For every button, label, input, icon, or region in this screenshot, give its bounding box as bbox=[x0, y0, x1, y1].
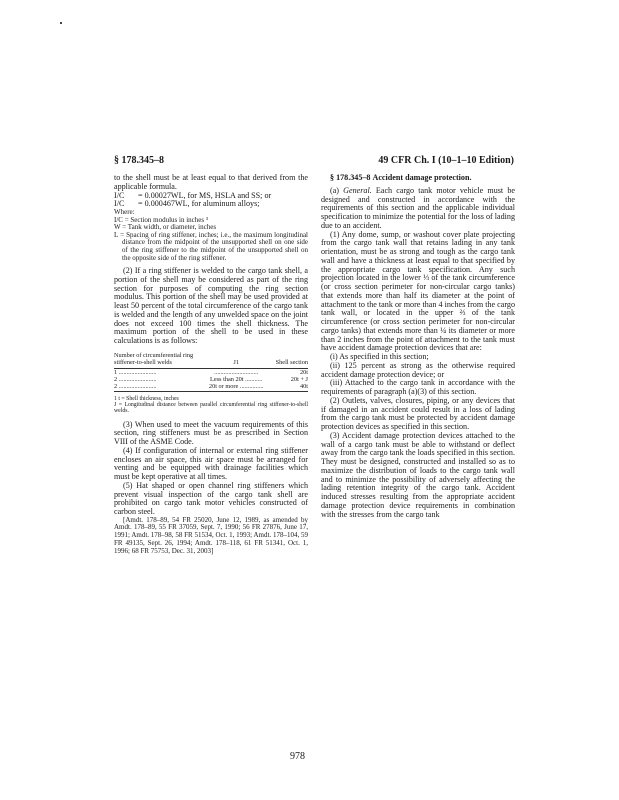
shell-section-table bbox=[114, 352, 308, 392]
definition-ic: I/C = Section modulus in inches ³ bbox=[114, 215, 208, 224]
table-cell: 2 ........................ bbox=[114, 383, 203, 392]
section-heading bbox=[321, 174, 515, 183]
formula-2-rhs: = 0.000467WL, for aluminum alloys; bbox=[138, 199, 260, 209]
scan-speck bbox=[60, 22, 62, 24]
table-cell: 40t bbox=[269, 383, 308, 392]
paragraph-a-heading: General. bbox=[343, 185, 372, 195]
formula-1-rhs: = 0.00027WL, for MS, HSLA and SS; or bbox=[138, 190, 272, 200]
page-number: 978 bbox=[290, 751, 305, 762]
table-cell: 2 ........................ bbox=[114, 375, 157, 383]
paragraph-a2: (2) Outlets, valves, closures, piping, or any devices that if damaged in an accident could result in a loss of lading from the cargo tank must be protected by accident damage protection devices as specified in this section. bbox=[321, 395, 515, 431]
table-row bbox=[114, 376, 308, 383]
header-section-number: § 178.345–8 bbox=[114, 155, 164, 166]
formula-2 bbox=[114, 200, 308, 209]
section-title: Accident damage protection. bbox=[372, 173, 472, 182]
table-cell: ............................ bbox=[214, 368, 259, 376]
amendment-citation: [Amdt. 178–89, 54 FR 25020, June 12, 1989, as amended by Amdt. 178–89, 55 FR 37059, Sept. 7, 1990; 56 FR 27876, June 17, 1991; Amdt. 178–98, 58 FR 51534, Oct. 1, 1993; Amdt. 178–104, 59 FR 49135, Sept. 26, 1994; Amdt. 178–118, 61 FR 51341, Oct. 1, 1996; 68 FR 75753, Dec. 31, 2003] bbox=[114, 515, 308, 555]
intro-text: to the shell must be at least equal to that derived from the applicable formula. bbox=[114, 173, 308, 191]
left-column bbox=[114, 174, 308, 555]
paragraph-3: (3) When used to meet the vacuum requirements of this section, ring stiffeners must be as prescribed in Section VIII of the ASME Code. bbox=[114, 419, 308, 447]
item-i: (i) As specified in this section; bbox=[330, 352, 429, 361]
paragraph-a3: (3) Accident damage protection devices attached to the wall of a cargo tank must be able to withstand or deflect away from the cargo tank the loads specified in this section. They must be designed, constructed and installed so as to maximize the distribution of loads to the cargo tank wall and to minimize the possibility of adversely affecting the lading retention integrity of the cargo tank. Accident induced stresses resulting from the appropriate accident damage protection device requirements in combination with the stresses from the cargo tank bbox=[321, 430, 515, 519]
table-header-shell-section: Shell section bbox=[269, 352, 308, 369]
paragraph-a bbox=[321, 187, 515, 231]
paragraph-a-text: Each cargo tank motor vehicle must be designed and constructed in accordance with the requirements of this section and the applicable individual specification to minimize the potential for the loss of lading due to an accident. bbox=[321, 185, 515, 230]
table-cell: 20t + J bbox=[290, 375, 308, 383]
table-header-j: J1 bbox=[203, 352, 269, 369]
table-note: 1 t = Shell thickness, inches bbox=[114, 395, 179, 402]
section-number: § 178.345–8 bbox=[330, 173, 371, 182]
table-cell: 1 ........................ bbox=[114, 368, 157, 376]
header-title-edition: 49 CFR Ch. I (10–1–10 Edition) bbox=[378, 155, 514, 166]
definition-w: W = Tank width, or diameter, inches bbox=[114, 223, 217, 232]
table-notes bbox=[114, 396, 308, 415]
paragraph-a-label: (a) bbox=[330, 185, 339, 195]
where-label: Where: bbox=[114, 208, 135, 216]
table-row bbox=[114, 383, 308, 392]
item-iii: (iii) Attached to the cargo tank in accordance with the requirements of paragraph (a)(3) of this section. bbox=[321, 378, 515, 396]
right-column bbox=[321, 174, 515, 519]
table-cell: Less than 20t ........... bbox=[209, 375, 263, 383]
paragraph-a1: (1) Any dome, sump, or washout cover plate projecting from the cargo tank wall that retains lading in any tank orientation, must be as strong and tough as the cargo tank wall and have a thickness at least equal to that specified by the appropriate cargo tank specification. Any such projection located in the lower ⅓ of the tank circumference (or cross section perimeter for non-circular cargo tanks) that extends more than half its diameter at the point of attachment to the tank or more than 4 inches from the cargo tank wall, or located in the upper ⅔ of the tank circumference (or cross section perimeter for non-circular cargo tanks) that extends more than ¼ its diameter or more than 2 inches from the point of attachment to the tank must have accident damage protection devices that are: bbox=[321, 229, 515, 353]
table-header-welds: Number of circumferential ring stiffener-to-shell welds bbox=[114, 352, 203, 369]
paragraph-2: (2) If a ring stiffener is welded to the cargo tank shell, a portion of the shell may be considered as part of the ring section for purposes of computing the ring section modulus. This portion of the shell may be used provided at least 50 percent of the total circumference of the cargo tank is welded and the length of any unwelded space on the joint does not exceed 100 times the shell thickness. The maximum portion of the shell to be used in these calculations is as follows: bbox=[114, 266, 308, 346]
table-cell: 20t or more ............... bbox=[203, 383, 269, 392]
definition-l: L = Spacing of ring stiffener, inches; i.e., the maximum longitudinal distance from the midpoint of the unsupported shell on one side of the ring stiffener to the midpoint of the unsupported shell on the opposite side of the ring stiffener. bbox=[114, 230, 308, 262]
table-row bbox=[114, 368, 308, 376]
item-ii: (ii) 125 percent as strong as the otherwise required accident damage protection device; or bbox=[321, 360, 515, 379]
paragraph-5: (5) Hat shaped or open channel ring stiffeners which prevent visual inspection of the cargo tank shell are prohibited on cargo tank motor vehicles constructed of carbon steel. bbox=[114, 480, 308, 517]
table-note: J = Longitudinal distance between parallel circumferential ring stiffener-to-shell welds. bbox=[114, 402, 308, 415]
paragraph-4: (4) If configuration of internal or external ring stiffener encloses an air space, this air space must be arranged for venting and be equipped with drainage facilities which must be kept operative at all times. bbox=[114, 445, 308, 482]
formula-1-lhs: I/C bbox=[114, 190, 125, 200]
running-header bbox=[114, 155, 514, 169]
formula-2-lhs: I/C bbox=[114, 199, 125, 209]
table-cell: 20t bbox=[299, 368, 308, 376]
